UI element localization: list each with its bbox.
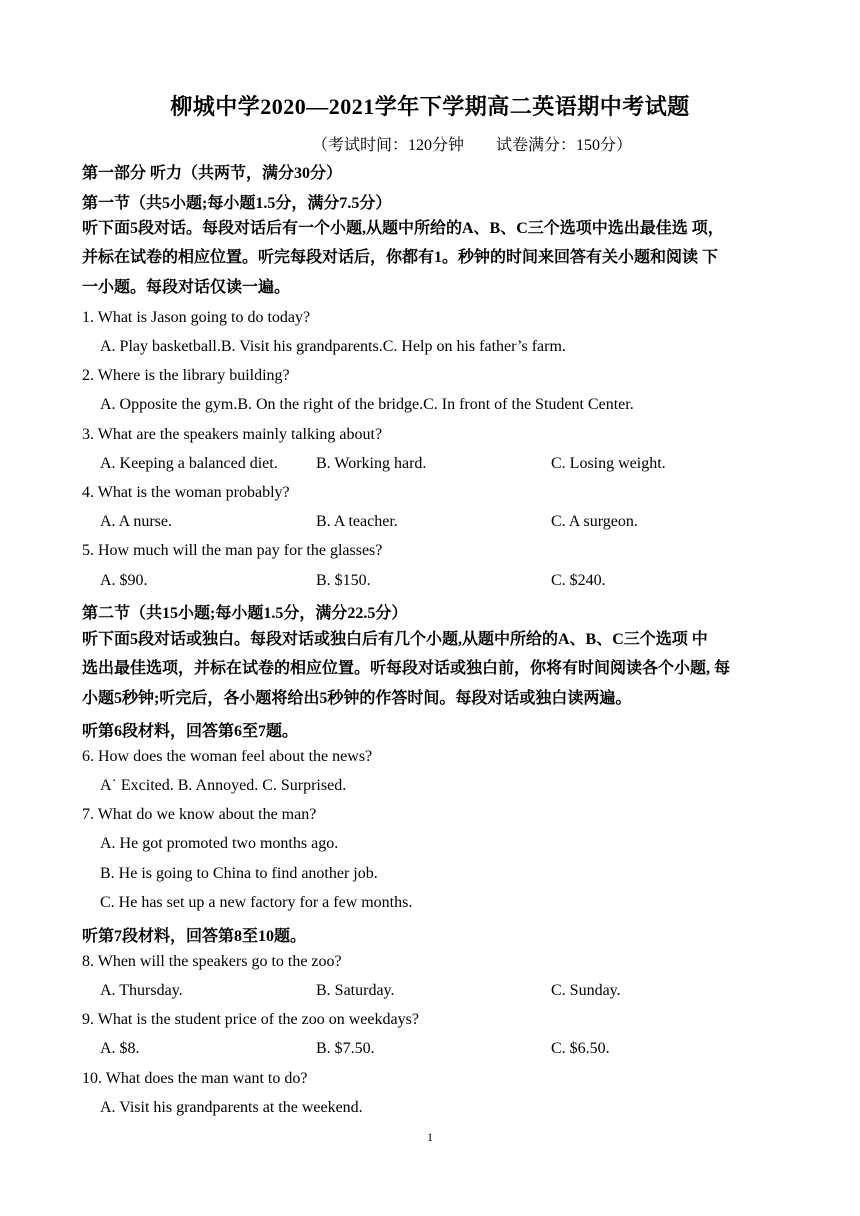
option-c: C. Losing weight.	[551, 455, 666, 472]
question-4: 4. What is the woman probably?	[82, 484, 290, 501]
question-2-options: A. Opposite the gym.B. On the right of the bridge.C. In front of the Student Center.	[100, 396, 634, 413]
section2-heading: 第二节（共15小题;每小题1.5分，满分22.5分）	[82, 605, 408, 622]
option-a: A. A nurse.	[100, 513, 172, 530]
section1-instructions	[82, 214, 782, 302]
section1-heading: 第一节（共5小题;每小题1.5分，满分7.5分）	[82, 195, 392, 212]
question-9: 9. What is the student price of the zoo on weekdays?	[82, 1011, 419, 1028]
exam-subtitle: （考试时间：120分钟 试卷满分：150分）	[312, 137, 633, 154]
question-1-options: A. Play basketball.B. Visit his grandparents.C. Help on his father’s farm.	[100, 338, 566, 355]
material-7-heading: 听第7段材料，回答第8至10题。	[82, 928, 307, 945]
part1-heading: 第一部分 听力（共两节，满分30分）	[82, 165, 343, 182]
option-b: B. Working hard.	[316, 455, 427, 472]
question-8: 8. When will the speakers go to the zoo?	[82, 953, 342, 970]
instruction-line: 并标在试卷的相应位置。听完每段对话后，你都有1。秒钟的时间来回答有关小题和阅读 下	[82, 249, 719, 267]
instruction-line: 听下面5段对话。每段对话后有一个小题,从题中所给的A、B、C三个选项中选出最佳选 项，	[82, 220, 724, 237]
question-7: 7. What do we know about the man?	[82, 806, 317, 823]
option-c: C. $6.50.	[551, 1040, 610, 1057]
option-a: A. Thursday.	[100, 982, 183, 999]
question-10: 10. What does the man want to do?	[82, 1070, 308, 1087]
question-6-options: A˙ Excited. B. Annoyed. C. Surprised.	[100, 777, 347, 794]
question-5: 5. How much will the man pay for the glasses?	[82, 542, 383, 559]
question-3: 3. What are the speakers mainly talking about?	[82, 426, 383, 443]
option-b: B. $7.50.	[316, 1040, 375, 1057]
option-a: A. $90.	[100, 572, 148, 589]
option-c: C. A surgeon.	[551, 513, 638, 530]
instruction-line: 一小题。每段对话仅读一遍。	[82, 278, 291, 296]
option-a: A. $8.	[100, 1040, 140, 1057]
exam-title: 柳城中学2020—2021学年下学期高二英语期中考试题	[170, 94, 690, 119]
option-b: B. A teacher.	[316, 513, 398, 530]
question-10-option-a: A. Visit his grandparents at the weekend.	[100, 1099, 363, 1116]
question-1: 1. What is Jason going to do today?	[82, 309, 311, 326]
page-number: 1	[427, 1130, 433, 1144]
instruction-line: 小题5秒钟;听完后，各小题将给出5秒钟的作答时间。每段对话或独白读两遍。	[82, 689, 632, 707]
option-a: A. Keeping a balanced diet.	[100, 455, 278, 472]
question-7-option-c: C. He has set up a new factory for a few months.	[100, 894, 413, 911]
question-6: 6. How does the woman feel about the news?	[82, 748, 373, 765]
material-6-heading: 听第6段材料，回答第6至7题。	[82, 723, 299, 740]
option-b: B. $150.	[316, 572, 371, 589]
question-7-option-b: B. He is going to China to find another job.	[100, 865, 378, 882]
option-c: C. $240.	[551, 572, 606, 589]
instruction-line: 选出最佳选项，并标在试卷的相应位置。听每段对话或独白前，你将有时间阅读各个小题, 每	[82, 660, 731, 678]
instruction-line: 听下面5段对话或独白。每段对话或独白后有几个小题,从题中所给的A、B、C三个选项 中	[82, 631, 708, 648]
section2-instructions	[82, 625, 782, 713]
question-7-option-a: A. He got promoted two months ago.	[100, 835, 339, 852]
option-b: B. Saturday.	[316, 982, 395, 999]
option-c: C. Sunday.	[551, 982, 621, 999]
question-2: 2. Where is the library building?	[82, 367, 290, 384]
